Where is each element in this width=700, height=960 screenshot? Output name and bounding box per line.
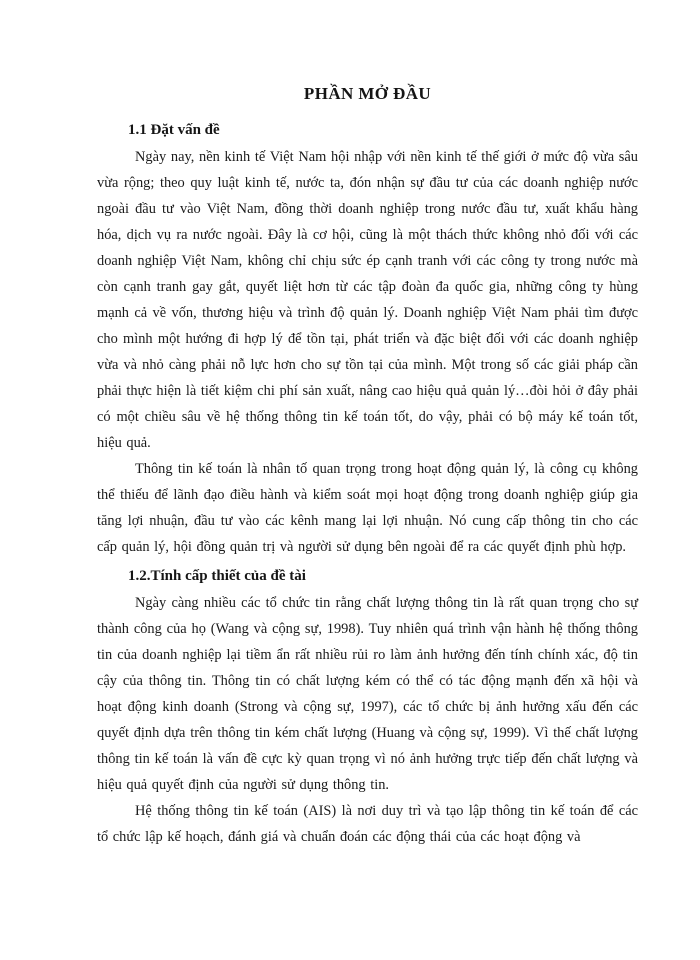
section-heading-1-1: 1.1 Đặt vấn đề	[128, 122, 220, 138]
section-heading-1-2: 1.2.Tính cấp thiết của đề tài	[128, 568, 306, 584]
paragraph-urgency-2: Hệ thống thông tin kế toán (AIS) là nơi duy trì và tạo lập thông tin kế toán để các tổ chức lập kế hoạch, đánh giá và chuẩn đoán các động thái của các hoạt động và	[97, 803, 638, 845]
paragraph-problem-statement-1: Ngày nay, nền kinh tế Việt Nam hội nhập với nền kinh tế thế giới ở mức độ vừa sâu vừa rộng; theo quy luật kinh tế, nước ta, đón nhận sự đầu tư của các doanh nghiệp nước ngoài đầu tư vào Việt Nam, đồng thời doanh nghiệp trong nước đầu tư, xuất khẩu hàng hóa, dịch vụ ra nước ngoài. Đây là cơ hội, cũng là một thách thức không nhỏ đối với các doanh nghiệp Việt Nam, không chỉ chịu sức ép cạnh tranh với các công ty trong nước mà còn cạnh tranh gay gắt, quyết liệt hơn từ các tập đoàn đa quốc gia, những công ty hùng mạnh cả về vốn, thương hiệu và trình độ quản lý. Doanh nghiệp Việt Nam phải tìm được cho mình một hướng đi hợp lý để tồn tại, phát triển và đặc biệt đối với các doanh nghiệp vừa và nhỏ càng phải nỗ lực hơn cho sự tồn tại của mình. Một trong số các giải pháp cần phải thực hiện là tiết kiệm chi phí sản xuất, nâng cao hiệu quả quản lý…đòi hỏi ở đây phải có một chiều sâu về hệ thống thông tin kế toán tốt, do vậy, phải có bộ máy kế toán tốt, hiệu quả.	[97, 149, 638, 451]
paragraph-urgency-1: Ngày càng nhiều các tổ chức tin rằng chất lượng thông tin là rất quan trọng cho sự thành công của họ (Wang và cộng sự, 1998). Tuy nhiên quá trình vận hành hệ thống thông tin của doanh nghiệp lại tiềm ẩn rất nhiều rủi ro làm ảnh hưởng đến tính chính xác, độ tin cậy của thông tin. Thông tin có chất lượng kém có thể có tác động mạnh đến xã hội và hoạt động kinh doanh (Strong và cộng sự, 1997), các tổ chức bị ảnh hưởng xấu đến các quyết định dựa trên thông tin kém chất lượng (Huang và cộng sự, 1999). Vì thế chất lượng thông tin kế toán là vấn đề cực kỳ quan trọng vì nó ảnh hưởng trực tiếp đến chất lượng và hiệu quả quyết định của người sử dụng thông tin.	[97, 595, 638, 793]
paragraph-problem-statement-2: Thông tin kế toán là nhân tố quan trọng trong hoạt động quản lý, là công cụ không thể thiếu để lãnh đạo điều hành và kiểm soát mọi hoạt động trong doanh nghiệp giúp gia tăng lợi nhuận, đầu tư vào các kênh mang lại lợi nhuận. Nó cung cấp thông tin cho các cấp quản lý, hội đồng quản trị và người sử dụng bên ngoài để ra các quyết định phù hợp.	[97, 461, 638, 555]
page-title: PHẦN MỞ ĐẦU	[303, 84, 432, 103]
